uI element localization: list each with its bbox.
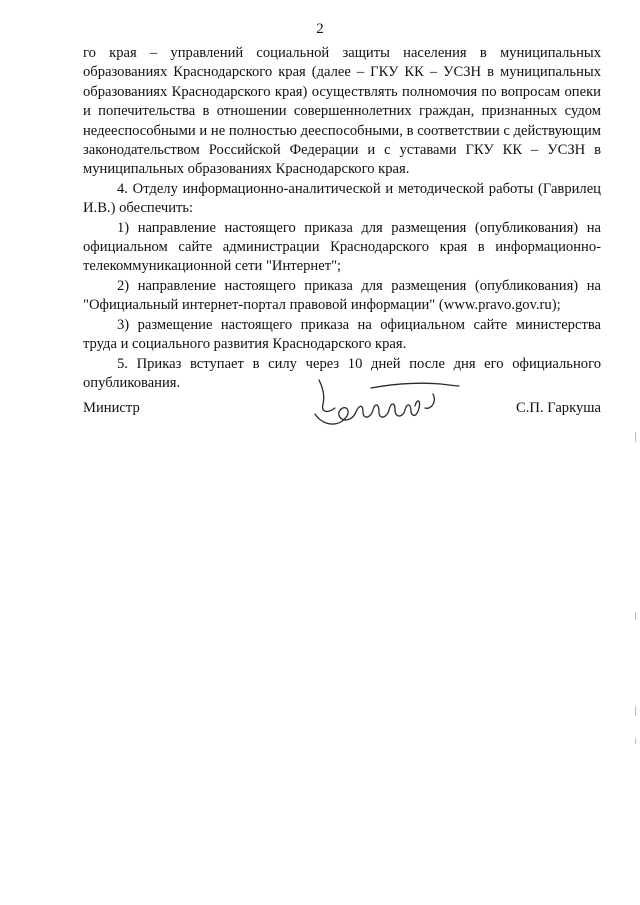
paragraph-item-5: 5. Приказ вступает в силу через 10 дней после дня его официального опубликования. — [83, 355, 601, 391]
margin-mark — [635, 612, 636, 620]
signer-title: Министр — [83, 400, 140, 416]
paragraph-subitem-2: 2) направление настоящего приказа для размещения (опубликования) на "Официальный интернет-портал правовой информации" (www.pravo.gov.ru); — [83, 277, 601, 314]
margin-mark — [635, 706, 636, 716]
margin-mark — [635, 432, 636, 442]
paragraph-item-4: 4. Отделу информационно-аналитической и методической работы (Гаврилец И.В.) обеспечить: — [83, 180, 601, 217]
paragraph-continuation: го края – управлений социальной защиты населения в муниципальных образованиях Краснодарского края (далее – ГКУ КК – УСЗН в муниципальных образованиях Краснодарского края) осуществлять полномочия по вопросам опеки и попечительства в отношении совершеннолетних граждан, признанных судом недееспособными и не полностью дееспособными, в соответствии с действующим законодательством Российской Федерации и с уставами ГКУ КК – УСЗН в муниципальных образованиях Краснодарского края. — [83, 45, 601, 178]
signer-name: С.П. Гаркуша — [516, 400, 601, 416]
paragraph-subitem-1: 1) направление настоящего приказа для размещения (опубликования) на официальном сайте администрации Краснодарского края в информационно-телекоммуникационной сети "Интернет"; — [83, 219, 601, 275]
handwritten-signature-icon — [313, 374, 463, 436]
page-number: 2 — [316, 21, 324, 37]
document-body — [83, 44, 601, 393]
margin-mark — [635, 738, 636, 744]
paragraph-subitem-3: 3) размещение настоящего приказа на официальном сайте министерства труда и социального развития Краснодарского края. — [83, 316, 601, 353]
signature-block — [83, 396, 601, 426]
